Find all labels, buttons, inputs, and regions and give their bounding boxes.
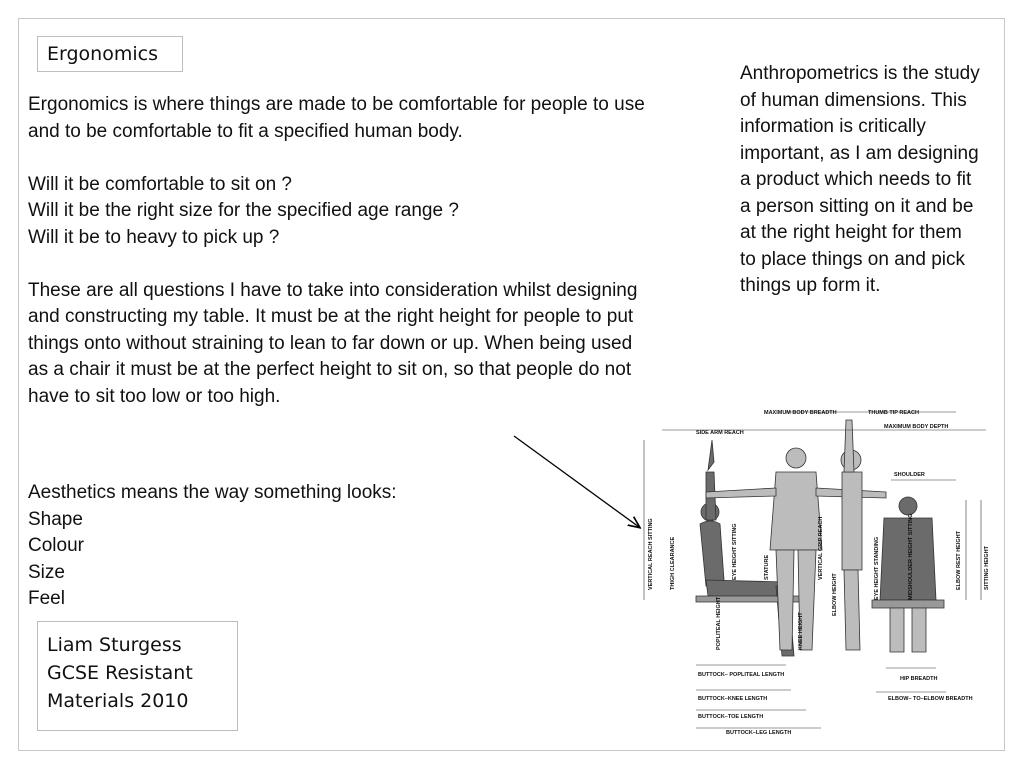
author-course: GCSE Resistant (47, 662, 193, 684)
label-elbow-to-elbow-breadth: ELBOW– TO–ELBOW BREADTH (888, 696, 973, 702)
author-name: Liam Sturgess (47, 634, 182, 656)
label-vertical-reach-sitting: VERTICAL REACH SITTING (648, 518, 654, 590)
label-elbow-height: ELBOW HEIGHT (832, 573, 838, 616)
label-eye-height-sitting: EYE HEIGHT SITTING (732, 523, 738, 580)
question-3: Will it be to heavy to pick up ? (28, 226, 280, 248)
label-knee-height: KNEE HEIGHT (798, 612, 804, 650)
label-buttock-toe-length: BUTTOCK–TOE LENGTH (698, 714, 764, 720)
author-subject: Materials 2010 (47, 690, 189, 712)
page-title: Ergonomics (37, 36, 183, 72)
label-elbow-rest-height: ELBOW REST HEIGHT (956, 531, 962, 590)
label-sitting-height: SITTING HEIGHT (984, 546, 990, 590)
label-shoulder: SHOULDER (894, 472, 925, 478)
label-buttock-popliteal-length: BUTTOCK– POPLITEAL LENGTH (698, 672, 785, 678)
label-max-body-breadth: MAXIMUM BODY BREADTH (764, 410, 837, 416)
consideration-paragraph: These are all questions I have to take into consideration whilst designing and constructing my table. It must be at the right height for people to put things onto without straining to lean to far down or up. When being used as a chair it must be at the perfect height to sit on, so that people do not have to sit too low or too high. (28, 279, 638, 407)
question-1: Will it be comfortable to sit on ? (28, 173, 292, 195)
label-stature: STATURE (764, 554, 770, 580)
label-side-arm-reach: SIDE ARM REACH (696, 430, 744, 436)
label-vertical-grip-reach: VERTICAL GRIP REACH (818, 516, 824, 580)
label-max-body-depth: MAXIMUM BODY DEPTH (884, 424, 949, 430)
standing-side-figure (841, 420, 862, 650)
label-hip-breadth: HIP BREADTH (900, 676, 938, 682)
label-thumb-tip-reach: THUMB TIP REACH (868, 410, 919, 416)
aesthetics-item: Shape (28, 508, 83, 530)
label-eye-height-standing: EYE HEIGHT STANDING (874, 536, 880, 600)
label-buttock-leg-length: BUTTOCK–LEG LENGTH (726, 730, 792, 736)
anthropometrics-text: Anthropometrics is the study of human dimensions. This information is critically important, as I am designing a product which needs to fit a person sitting on it and be at the right height for them to place things on and pick things up form it. (740, 63, 980, 296)
aesthetics-item: Size (28, 561, 65, 583)
label-midshoulder-height-sitting: MIDSHOULDER HEIGHT SITTING (908, 513, 914, 600)
question-2: Will it be the right size for the specified age range ? (28, 200, 459, 221)
aesthetics-item: Colour (28, 535, 84, 556)
ergonomics-definition: Ergonomics is where things are made to be comfortable for people to use and to be comfortable to fit a specified human body. (28, 94, 645, 142)
label-popliteal-height: POPLITEAL HEIGHT (716, 596, 722, 650)
aesthetics-item: Feel (28, 588, 65, 609)
aesthetics-heading: Aesthetics means the way something looks: (28, 482, 397, 503)
label-buttock-knee-length: BUTTOCK–KNEE LENGTH (698, 696, 768, 702)
anthropometric-diagram (636, 400, 996, 740)
arrow-line (514, 436, 639, 527)
label-thigh-clearance: THIGH CLEARANCE (670, 536, 676, 590)
